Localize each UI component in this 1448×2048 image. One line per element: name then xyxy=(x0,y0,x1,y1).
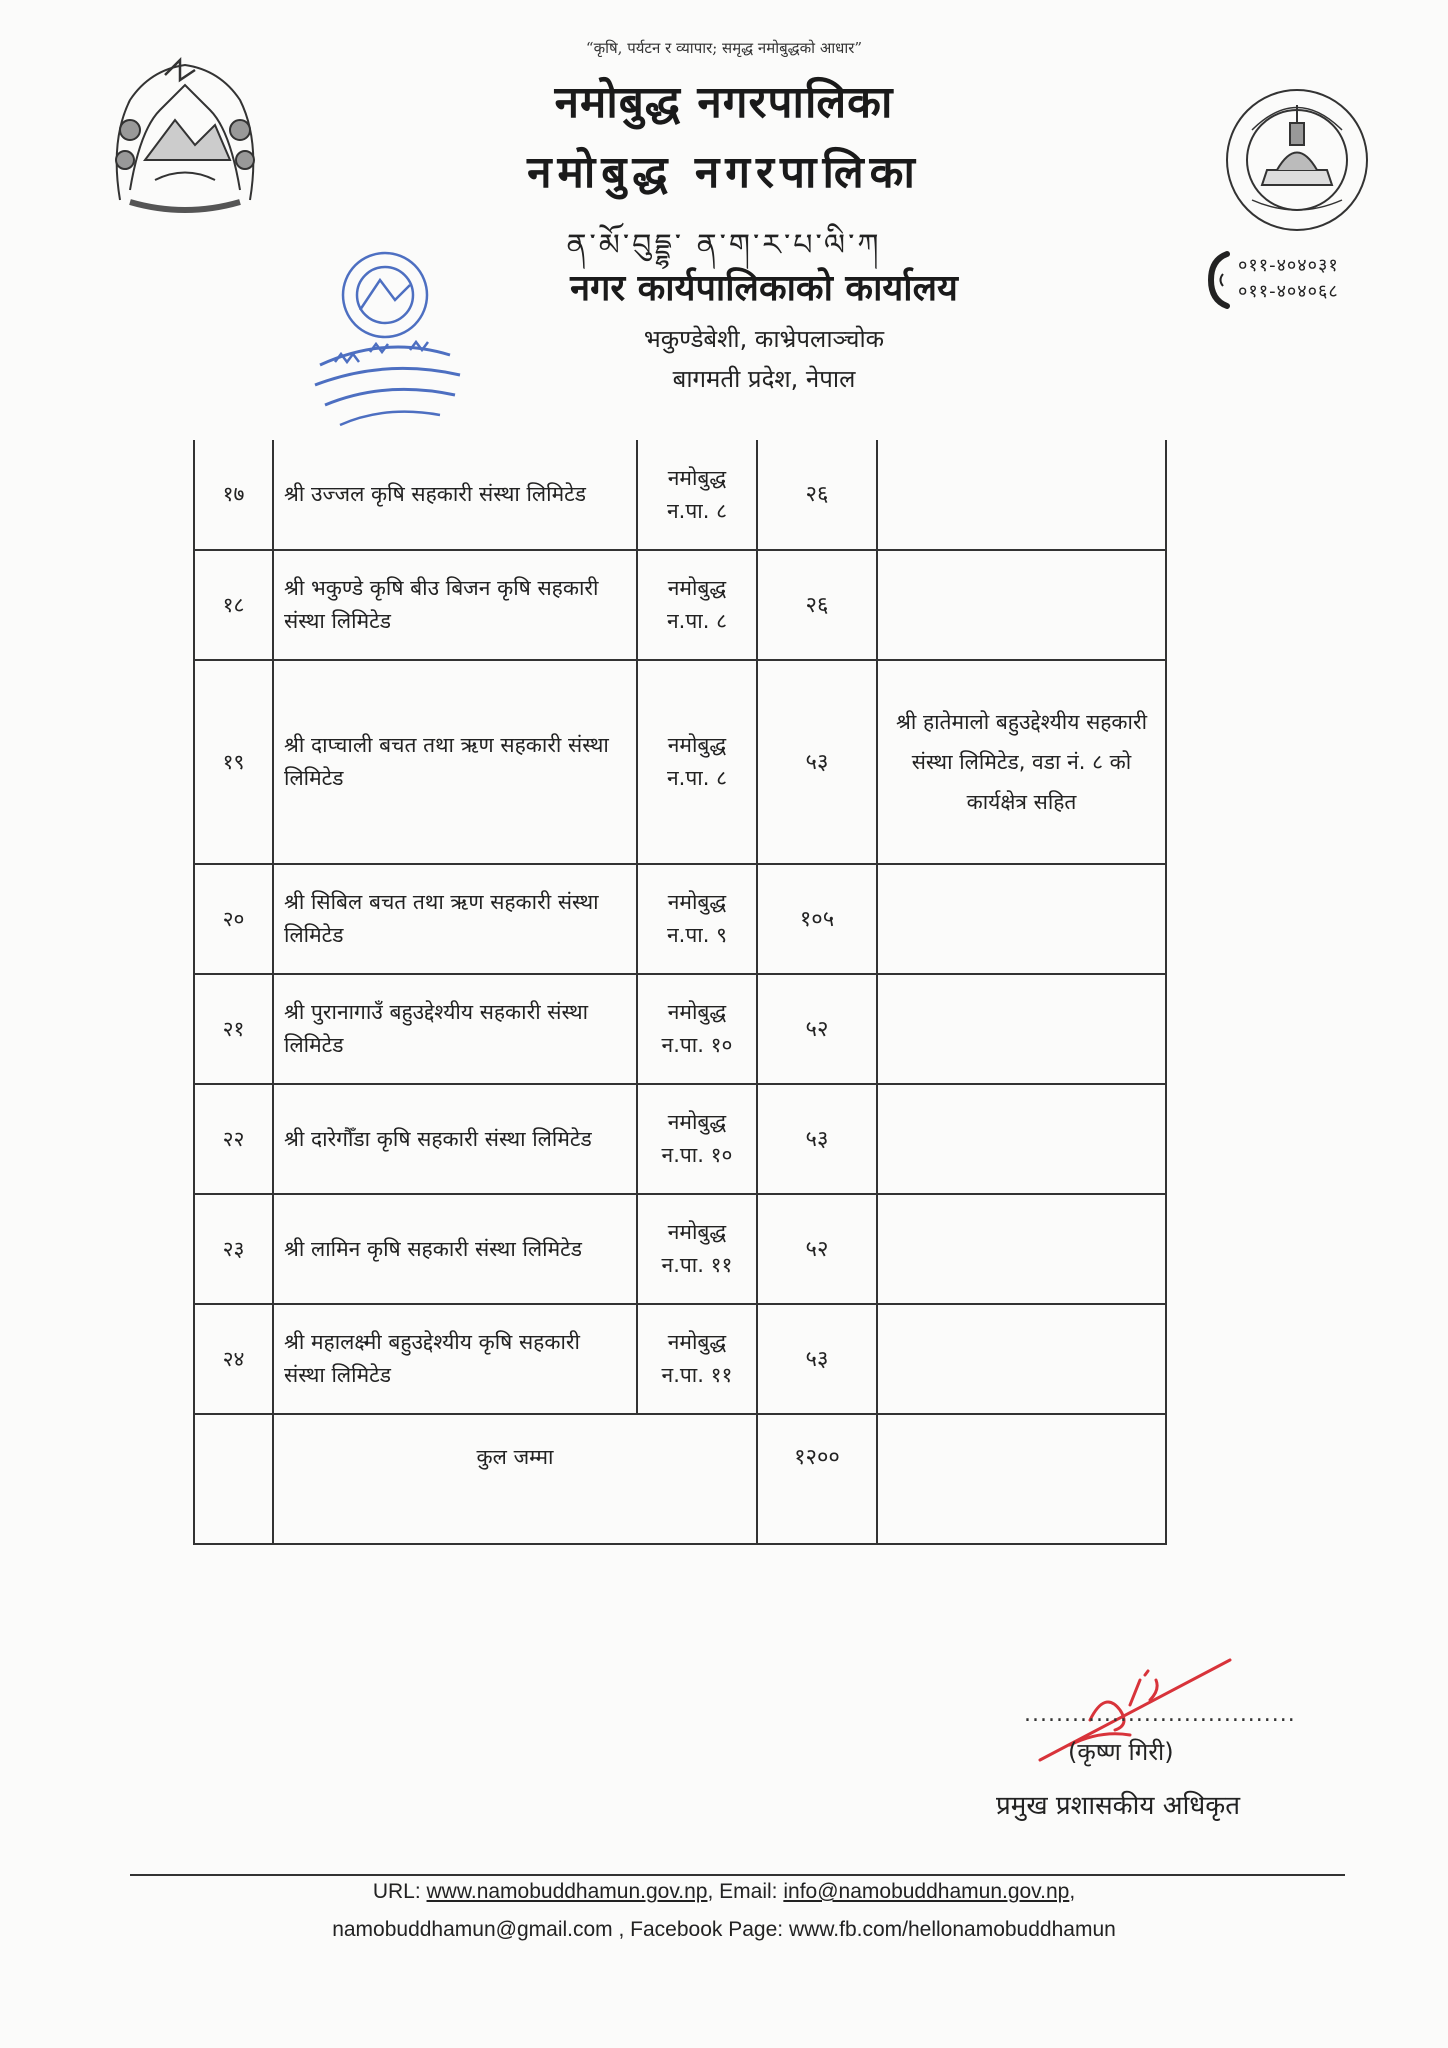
serial-number: २२ xyxy=(194,1084,273,1194)
phone-numbers xyxy=(1238,253,1339,305)
office-name: नगर कार्यपालिकाको कार्यालय xyxy=(570,267,958,309)
address-ward: न.पा. ८ xyxy=(667,498,727,523)
count-value: ५३ xyxy=(757,1304,877,1414)
ward-address xyxy=(637,1194,757,1304)
phone-number-1: ०११-४०४०३१ xyxy=(1238,255,1339,276)
remarks xyxy=(877,1304,1166,1414)
address-ward: न.पा. १० xyxy=(661,1143,733,1167)
ward-address xyxy=(637,1304,757,1414)
phone-icon xyxy=(1205,250,1235,310)
remarks xyxy=(877,864,1166,974)
address-ward: न.पा. ११ xyxy=(661,1363,733,1387)
footer-line-1 xyxy=(0,1880,1448,1904)
count-value: ५२ xyxy=(757,1194,877,1304)
cooperative-name: श्री सिबिल बचत तथा ऋण सहकारी संस्था लिमिटेड xyxy=(273,864,637,974)
municipality-logo-icon xyxy=(1222,85,1372,235)
serial-number: २३ xyxy=(194,1194,273,1304)
remarks xyxy=(877,550,1166,660)
table-row xyxy=(194,550,1166,660)
table-row xyxy=(194,1304,1166,1414)
ward-address xyxy=(637,1084,757,1194)
remarks xyxy=(877,974,1166,1084)
total-value: १२०० xyxy=(757,1414,877,1544)
address-municipality: नमोबुद्ध xyxy=(667,1330,727,1354)
org-name-newari: नमोबुद्ध नगरपालिका xyxy=(527,147,921,198)
address-municipality: नमोबुद्ध xyxy=(667,576,727,600)
table-row xyxy=(194,440,1166,550)
address-ward: न.पा. ८ xyxy=(667,766,727,790)
address-municipality: नमोबुद्ध xyxy=(667,1000,727,1024)
ward-address xyxy=(637,864,757,974)
table-row xyxy=(194,974,1166,1084)
signature-line: .................................. xyxy=(1024,1702,1296,1727)
ward-address xyxy=(637,974,757,1084)
serial-number: २४ xyxy=(194,1304,273,1414)
table-row xyxy=(194,1084,1166,1194)
cooperative-name: श्री दाप्चाली बचत तथा ऋण सहकारी संस्था लिमिटेड xyxy=(273,660,637,864)
footer-divider xyxy=(130,1874,1345,1876)
address-municipality: नमोबुद्ध xyxy=(667,1220,727,1244)
serial-number: २१ xyxy=(194,974,273,1084)
table-row xyxy=(194,864,1166,974)
address-ward: न.पा. ११ xyxy=(661,1253,733,1277)
serial-number: १७ xyxy=(194,440,273,550)
cooperative-name: श्री पुरानागाउँ बहुउद्देश्यीय सहकारी संस्था लिमिटेड xyxy=(273,974,637,1084)
count-value: १०५ xyxy=(757,864,877,974)
total-row xyxy=(194,1414,1166,1544)
address-ward: न.पा. ९ xyxy=(667,923,727,947)
table-row xyxy=(194,660,1166,864)
count-value: २६ xyxy=(757,440,877,550)
cooperative-name: श्री भकुण्डे कृषि बीउ बिजन कृषि सहकारी संस्था लिमिटेड xyxy=(273,550,637,660)
facebook-label: Facebook Page: xyxy=(630,1918,784,1941)
cooperative-name: श्री महालक्ष्मी बहुउद्देश्यीय कृषि सहकारी संस्था लिमिटेड xyxy=(273,1304,637,1414)
serial-number: २० xyxy=(194,864,273,974)
url-label: URL: xyxy=(372,1880,421,1903)
email-link[interactable]: info@namobuddhamun.gov.np xyxy=(783,1880,1070,1903)
cooperative-name: श्री दारेगौँडा कृषि सहकारी संस्था लिमिटेड xyxy=(273,1084,637,1194)
count-value: ५३ xyxy=(757,1084,877,1194)
footer-line-2 xyxy=(0,1918,1448,1942)
footer-separator: , xyxy=(707,1880,720,1903)
count-value: ५३ xyxy=(757,660,877,864)
cooperative-name: श्री लामिन कृषि सहकारी संस्था लिमिटेड xyxy=(273,1194,637,1304)
ward-address xyxy=(637,550,757,660)
table-row xyxy=(194,1194,1166,1304)
total-remarks-cell xyxy=(877,1414,1166,1544)
address-ward: न.पा. १० xyxy=(661,1033,733,1057)
cooperative-name: श्री उज्जल कृषि सहकारी संस्था लिमिटेड xyxy=(273,440,637,550)
org-name-tibetan: ན་མོ་བུདྡྷ་ ན་ག་ར་པ་ལི་ཀ xyxy=(566,228,882,263)
address-ward: न.पा. ८ xyxy=(667,609,727,633)
signatory-name: (कृष्ण गिरी) xyxy=(1068,1738,1174,1766)
remarks xyxy=(877,1084,1166,1194)
footer-separator: , xyxy=(612,1918,631,1941)
motto: “कृषि, पर्यटन र व्यापार; समृद्ध नमोबुद्धको आधार” xyxy=(585,39,863,57)
address-line-1: भकुण्डेबेशी, काभ्रेपलाञ्चोक xyxy=(643,325,885,353)
address-municipality: नमोबुद्ध xyxy=(667,890,727,914)
remarks: श्री हातेमालो बहुउद्देश्यीय सहकारी संस्था लिमिटेड, वडा नं. ८ को कार्यक्षेत्र सहित xyxy=(877,660,1166,864)
serial-number: १९ xyxy=(194,660,273,864)
remarks xyxy=(877,1194,1166,1304)
footer-separator: , xyxy=(1069,1880,1076,1903)
email-label: Email: xyxy=(719,1880,778,1903)
remarks xyxy=(877,440,1166,550)
signatory-title: प्रमुख प्रशासकीय अधिकृत xyxy=(996,1791,1241,1821)
address-line-2: बागमती प्रदेश, नेपाल xyxy=(672,365,856,393)
address-municipality: नमोबुद्ध xyxy=(667,1110,727,1134)
count-value: २६ xyxy=(757,550,877,660)
total-label: कुल जम्मा xyxy=(273,1414,757,1544)
address-municipality: नमोबुद्ध xyxy=(667,465,727,490)
facebook-link[interactable]: www.fb.com/hellonamobuddhamun xyxy=(788,1918,1116,1941)
phone-number-2: ०११-४०४०६८ xyxy=(1238,281,1339,302)
count-value: ५२ xyxy=(757,974,877,1084)
website-link[interactable]: www.namobuddhamun.gov.np xyxy=(426,1880,708,1903)
org-name-devanagari: नमोबुद्ध नगरपालिका xyxy=(554,77,894,128)
ward-address xyxy=(637,440,757,550)
total-empty-cell xyxy=(194,1414,273,1544)
ward-address xyxy=(637,660,757,864)
cooperatives-table xyxy=(193,440,1165,1545)
address-municipality: नमोबुद्ध xyxy=(667,733,727,757)
office-stamp-icon xyxy=(280,240,490,440)
serial-number: १८ xyxy=(194,550,273,660)
email2-link[interactable]: namobuddhamun@gmail.com xyxy=(332,1918,613,1941)
